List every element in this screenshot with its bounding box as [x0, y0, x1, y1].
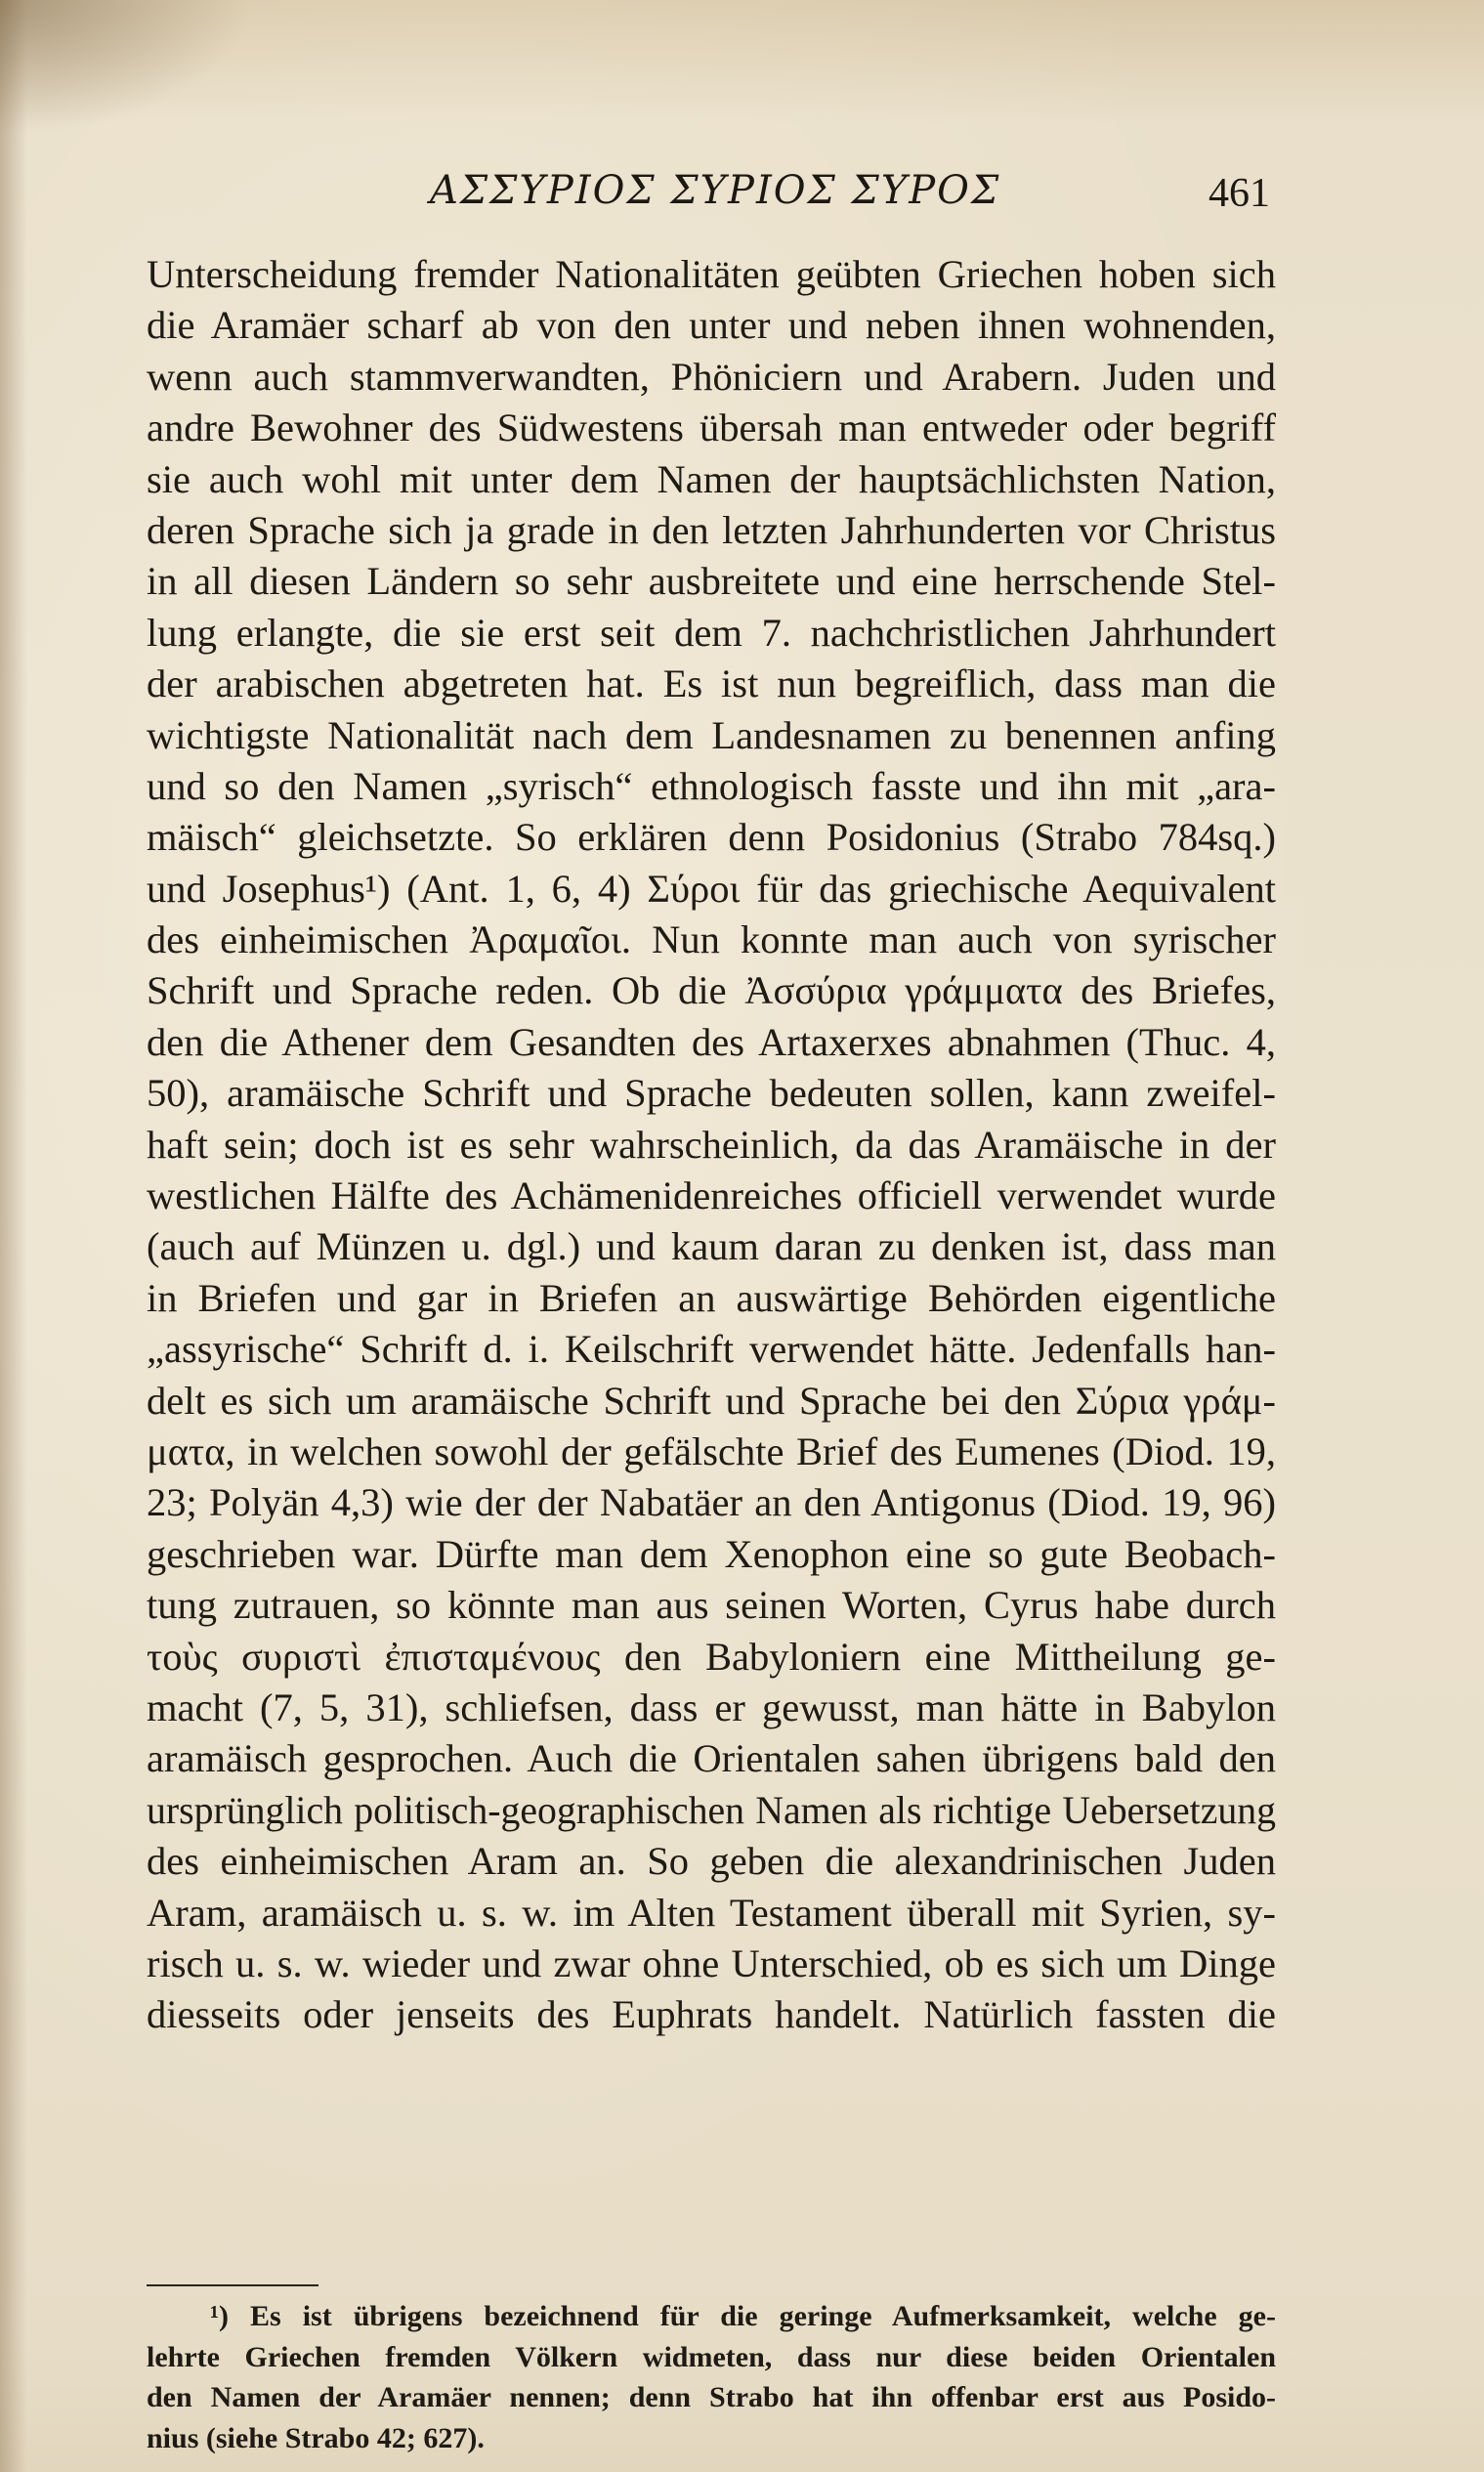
body-line: geschrieben war. Dürfte man dem Xenophon eine so gute Beobach-: [147, 1531, 1276, 1576]
body-line: des einheimischen Ἀραμαῖοι. Nun konnte man auch von syrischer: [147, 917, 1276, 962]
body-line: risch u. s. w. wieder und zwar ohne Unterschied, ob es sich um Dinge: [147, 1940, 1276, 1985]
page-edge-shadow: [0, 0, 27, 2472]
body-line: Aram, aramäisch u. s. w. im Alten Testament überall mit Syrien, sy-: [147, 1890, 1276, 1935]
body-line: lung erlangte, die sie erst seit dem 7. nachchristlichen Jahrhundert: [147, 610, 1276, 655]
running-head: ΑΣΣΥΡΙΟΣ ΣΥΡΙΟΣ ΣΥΡΟΣ: [430, 168, 1001, 213]
footnote: [147, 2296, 1276, 2458]
body-line: den die Athener dem Gesandten des Artaxerxes abnahmen (Thuc. 4,: [147, 1019, 1276, 1064]
footnote-divider: [147, 2284, 318, 2286]
body-line: und so den Namen „syrisch“ ethnologisch fasste und ihn mit „ara-: [147, 763, 1276, 808]
body-line: sie auch wohl mit unter dem Namen der hauptsächlichsten Nation,: [147, 456, 1276, 501]
body-line: Unterscheidung fremder Nationalitäten geübten Griechen hoben sich: [147, 252, 1276, 296]
body-line: die Aramäer scharf ab von den unter und neben ihnen wohnenden,: [147, 303, 1276, 348]
body-line: andre Bewohner des Südwestens übersah man entweder oder begriff: [147, 405, 1276, 450]
body-line: Schrift und Sprache reden. Ob die Ἀσσύρια γράμματα des Briefes,: [147, 968, 1276, 1013]
body-line: der arabischen abgetreten hat. Es ist nun begreiflich, dass man die: [147, 661, 1276, 706]
body-line: des einheimischen Aram an. So geben die alexandrinischen Juden: [147, 1839, 1276, 1884]
body-line: wichtigste Nationalität nach dem Landesnamen zu benennen anfing: [147, 712, 1276, 757]
body-line: in all diesen Ländern so sehr ausbreitete und eine herrschende Stel-: [147, 559, 1276, 604]
body-line: mäisch“ gleichsetzte. So erklären denn Posidonius (Strabo 784sq.): [147, 815, 1276, 860]
footnote-line: den Namen der Aramäer nennen; denn Strabo hat ihn offenbar erst aus Posido-: [147, 2381, 1276, 2413]
page-header: [147, 168, 1270, 236]
body-line: deren Sprache sich ja grade in den letzten Jahrhunderten vor Christus: [147, 507, 1276, 552]
body-line: in Briefen und gar in Briefen an auswärtige Behörden eigentliche: [147, 1275, 1276, 1320]
body-line: und Josephus¹) (Ant. 1, 6, 4) Σύροι für das griechische Aequivalent: [147, 866, 1276, 911]
body-line: wenn auch stammverwandten, Phöniciern und Arabern. Juden und: [147, 354, 1276, 399]
body-line: „assyrische“ Schrift d. i. Keilschrift verwendet hätte. Jedenfalls han-: [147, 1327, 1276, 1372]
body-line: westlichen Hälfte des Achämenidenreiches officiell verwendet wurde: [147, 1173, 1276, 1218]
footnote-line: lehrte Griechen fremden Völkern widmeten, dass nur diese beiden Orientalen: [147, 2340, 1276, 2373]
body-line: τοὺς συριστὶ ἐπισταμένους den Babyloniern eine Mittheilung ge-: [147, 1634, 1276, 1679]
body-text: [147, 249, 1276, 2041]
page-corner-stain: [0, 0, 254, 137]
body-line: macht (7, 5, 31), schliefsen, dass er gewusst, man hätte in Babylon: [147, 1684, 1276, 1729]
footnote-line: nius (siehe Strabo 42; 627).: [147, 2421, 485, 2454]
footnote-line: ¹) Es ist übrigens bezeichnend für die geringe Aufmerksamkeit, welche ge-: [210, 2300, 1276, 2332]
body-line: (auch auf Münzen u. dgl.) und kaum daran zu denken ist, dass man: [147, 1224, 1276, 1269]
body-line: 23; Polyän 4,3) wie der der Nabatäer an den Antigonus (Diod. 19, 96): [147, 1480, 1276, 1525]
body-line: delt es sich um aramäische Schrift und Sprache bei den Σύρια γράμ-: [147, 1378, 1276, 1423]
body-line: aramäisch gesprochen. Auch die Orientalen sahen übrigens bald den: [147, 1736, 1276, 1781]
body-line: 50), aramäische Schrift und Sprache bedeuten sollen, kann zweifel-: [147, 1071, 1276, 1116]
page-number: 461: [1208, 171, 1270, 216]
body-line: ursprünglich politisch-geographischen Namen als richtige Uebersetzung: [147, 1788, 1276, 1832]
body-line: diesseits oder jenseits des Euphrats handelt. Natürlich fassten die: [147, 1992, 1276, 2037]
body-line: haft sein; doch ist es sehr wahrscheinlich, da das Aramäische in der: [147, 1122, 1276, 1167]
body-line: ματα, in welchen sowohl der gefälschte Brief des Eumenes (Diod. 19,: [147, 1428, 1276, 1473]
body-line: tung zutrauen, so könnte man aus seinen Worten, Cyrus habe durch: [147, 1583, 1276, 1628]
